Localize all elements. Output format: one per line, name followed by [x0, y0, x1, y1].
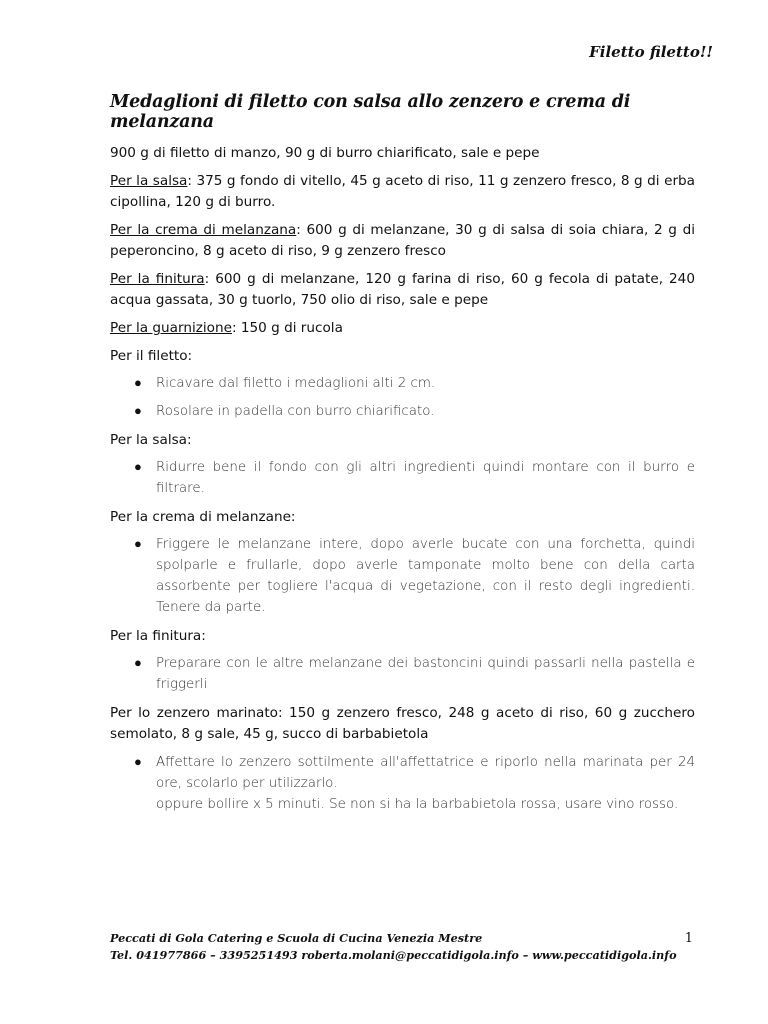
list-item — [134, 457, 695, 499]
bullet-icon: ● — [134, 755, 142, 770]
recipe-title: Medaglioni di filetto con salsa allo zenzero e crema di melanzana — [110, 92, 631, 132]
step-text: Preparare con le altre melanzane dei bastoncini quindi passarli nella pastella e friggerli — [156, 656, 695, 692]
ingredients-crema-label: Per la crema di melanzana — [110, 222, 297, 238]
page-number: 1 — [684, 931, 693, 946]
list-item — [134, 534, 695, 618]
ingredients-salsa — [110, 171, 695, 213]
running-title: Filetto filetto!! — [589, 43, 713, 61]
base-ingredients: 900 g di filetto di manzo, 90 g di burro chiarificato, sale e pepe — [110, 145, 540, 161]
ingredients-crema — [110, 220, 695, 262]
step-text: Affettare lo zenzero sottilmente all'affettatrice e riporlo nella marinata per 24 ore, scolarlo per utilizzarlo. — [156, 755, 695, 791]
ingredients-salsa-text: : 375 g fondo di vitello, 45 g aceto di riso, 11 g zenzero fresco, 8 g di erba cipollina, 120 g di burro. — [110, 173, 695, 210]
step-text: Ridurre bene il fondo con gli altri ingredienti quindi montare con il burro e filtrare. — [156, 460, 695, 496]
steps-finitura — [110, 653, 695, 695]
ingredients-finitura — [110, 269, 695, 311]
step-text: Friggere le melanzane intere, dopo averle bucate con una forchetta, quindi spolparle e frullarle, dopo averle tamponate molto bene con della carta assorbente per togliere l'acqua di vegetazione, con il resto degli ingredienti. Tenere da parte. — [156, 537, 695, 615]
bullet-icon: ● — [134, 404, 142, 419]
ingredients-finitura-label: Per la finitura — [110, 271, 205, 287]
steps-filetto — [110, 373, 695, 422]
step-text: Rosolare in padella con burro chiarificato. — [156, 404, 435, 419]
section-heading-filetto: Per il filetto: — [110, 348, 193, 364]
steps-salsa — [110, 457, 695, 499]
steps-crema — [110, 534, 695, 618]
ingredients-finitura-text: : 600 g di melanzane, 120 g farina di riso, 60 g fecola di patate, 240 acqua gassata, 30 g tuorlo, 750 olio di riso, sale e pepe — [110, 271, 695, 308]
footer — [110, 930, 695, 964]
list-item — [134, 752, 695, 815]
footer-company: Peccati di Gola Catering e Scuola di Cucina Venezia Mestre — [110, 931, 483, 945]
bullet-icon: ● — [134, 376, 142, 391]
bullet-icon: ● — [134, 537, 142, 552]
footer-contacts: Tel. 041977866 – 3395251493 roberta.molani@peccatidigola.info – www.peccatidigola.info — [110, 948, 677, 962]
section-heading-crema: Per la crema di melanzane: — [110, 509, 296, 525]
bullet-icon: ● — [134, 656, 142, 671]
list-item — [134, 373, 695, 394]
section-heading-finitura: Per la finitura: — [110, 628, 206, 644]
steps-zenzero — [110, 752, 695, 815]
step-text: Ricavare dal filetto i medaglioni alti 2 cm. — [156, 376, 436, 391]
ingredients-salsa-label: Per la salsa — [110, 173, 188, 189]
list-item — [134, 401, 695, 422]
section-heading-salsa: Per la salsa: — [110, 432, 192, 448]
list-item — [134, 653, 695, 695]
recipe-body — [110, 92, 695, 823]
ingredients-guarnizione-text: : 150 g di rucola — [231, 320, 343, 336]
ingredients-crema-text: : 600 g di melanzane, 30 g di salsa di soia chiara, 2 g di peperoncino, 8 g aceto di riso, 9 g zenzero fresco — [110, 222, 695, 259]
step-text-alt: oppure bollire x 5 minuti. Se non si ha la barbabietola rossa, usare vino rosso. — [156, 797, 679, 812]
marinated-ginger-ingredients: Per lo zenzero marinato: 150 g zenzero fresco, 248 g aceto di riso, 60 g zucchero semolato, 8 g sale, 45 g, succo di barbabietola — [110, 705, 695, 742]
ingredients-guarnizione — [110, 318, 695, 339]
bullet-icon: ● — [134, 460, 142, 475]
ingredients-guarnizione-label: Per la guarnizione — [110, 320, 232, 336]
